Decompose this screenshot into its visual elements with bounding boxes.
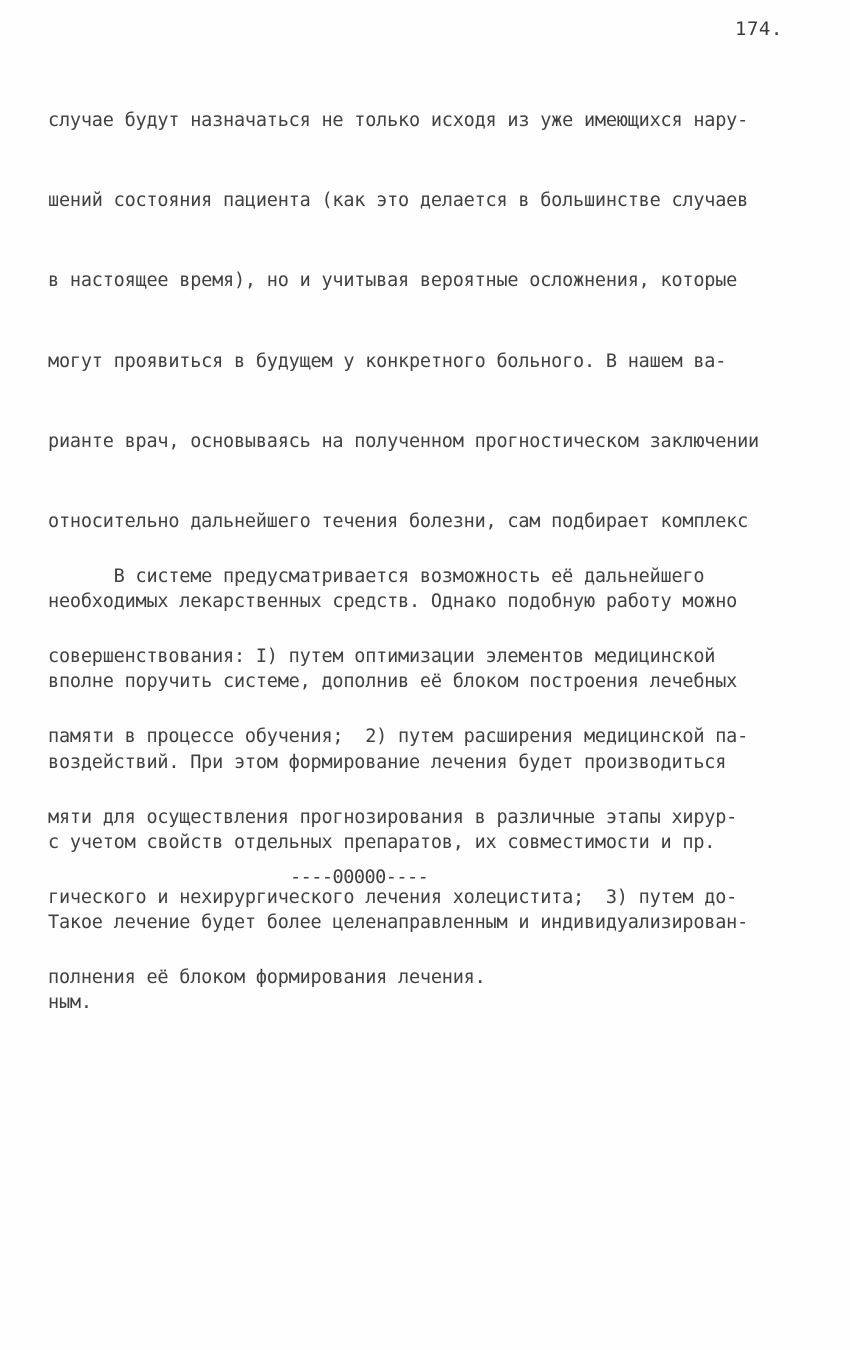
end-separator: ----00000---- <box>290 867 429 888</box>
text-line: памяти в процессе обучения; 2) путем расширения медицинской па- <box>48 726 749 748</box>
text-line: с учетом свойств отдельных препаратов, их совместимости и пр. <box>48 831 716 853</box>
text-line: гического и нехирургического лечения холецистита; 3) путем до- <box>48 886 738 908</box>
text-line: вполне поручить системе, дополнив её блоком построения лечебных <box>48 671 738 693</box>
text-line: В системе предусматривается возможность её дальнейшего <box>48 566 705 587</box>
paragraph-2 <box>48 516 748 1039</box>
text-line: могут проявиться в будущем у конкретного больного. В нашем ва- <box>48 350 727 372</box>
text-line: необходимых лекарственных средств. Однако подобную работу можно <box>48 591 738 613</box>
page-number: 174. <box>735 18 783 40</box>
text-line: полнения её блоком формирования лечения. <box>48 966 486 988</box>
text-line: Такое лечение будет более целенаправленным и индивидуализирован- <box>48 911 749 933</box>
text-line: относительно дальнейшего течения болезни, сам подбирает комплекс <box>48 510 749 532</box>
text-line: воздействий. При этом формирование лечения будет производиться <box>48 751 727 773</box>
text-line: случае будут назначаться не только исходя из уже имеющихся нару- <box>48 110 749 131</box>
text-line: рианте врач, основываясь на полученном прогностическом заключении <box>48 430 759 452</box>
text-line: в настоящее время), но и учитывая вероятные осложнения, которые <box>48 270 738 292</box>
text-line: шений состояния пациента (как это делается в большинстве случаев <box>48 190 749 212</box>
text-line: мяти для осуществления прогнозирования в различные этапы хирур- <box>48 806 738 828</box>
text-line: совершенствования: I) путем оптимизации элементов медицинской <box>48 646 716 668</box>
text-line: ным. <box>48 992 92 1014</box>
